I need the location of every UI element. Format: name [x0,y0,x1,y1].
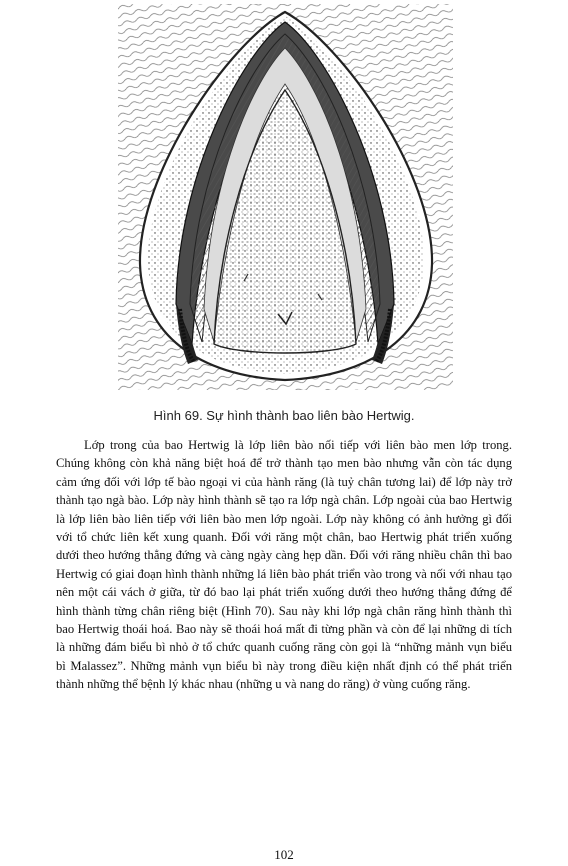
tooth-germ-illustration [118,4,453,390]
figure-hertwig-sheath [118,4,453,390]
figure-caption: Hình 69. Sự hình thành bao liên bào Hertwig. [153,408,415,423]
body-paragraph: Lớp trong của bao Hertwig là lớp liên bào nối tiếp với liên bào men lớp trong. Chúng không còn khả năng biệt hoá để trở thành tạo men bào nhưng vẫn còn tác dụng cảm ứng đối với lớp tế bào ngoại vi của hành răng (là tuỷ chân tương lai) để lớp này trở thành tạo ngà bào. Lớp này hình thành sẽ tạo ra lớp ngà chân. Lớp ngoài của bao Hertwig là lớp liên bào liên tiếp với liên bào men lớp ngoài. Lớp này không có ảnh hưởng gì đối với tổ chức liên kết xung quanh. Đối với răng một chân, bao Hertwig phát triển xuống dưới theo hướng thẳng đứng và càng ngày càng hẹp dần. Đối với răng nhiều chân thì bao Hertwig có giai đoạn hình thành những lá liên bào phát triển vào trong và nối với nhau tạo nên một cái vách ở giữa, từ đó bao lại phát triển xuống dưới theo hướng thẳng đứng để hình thành từng chân riêng biệt (Hình 70). Sau này khi lớp ngà chân răng hình thành thì bao Hertwig thoái hoá. Bao này sẽ thoái hoá mất đi từng phần và còn để lại những di tích là những đám biểu bì nhỏ ở tổ chức quanh cuống răng còn gọi là “những mảnh vụn biểu bì Malassez”. Những mảnh vụn biểu bì này trong điều kiện nhất định có thể phát triển thành những thể bệnh lý khác nhau (những u và nang do răng) ở vùng cuống răng. [56,438,512,692]
page-number: 102 [274,847,294,862]
